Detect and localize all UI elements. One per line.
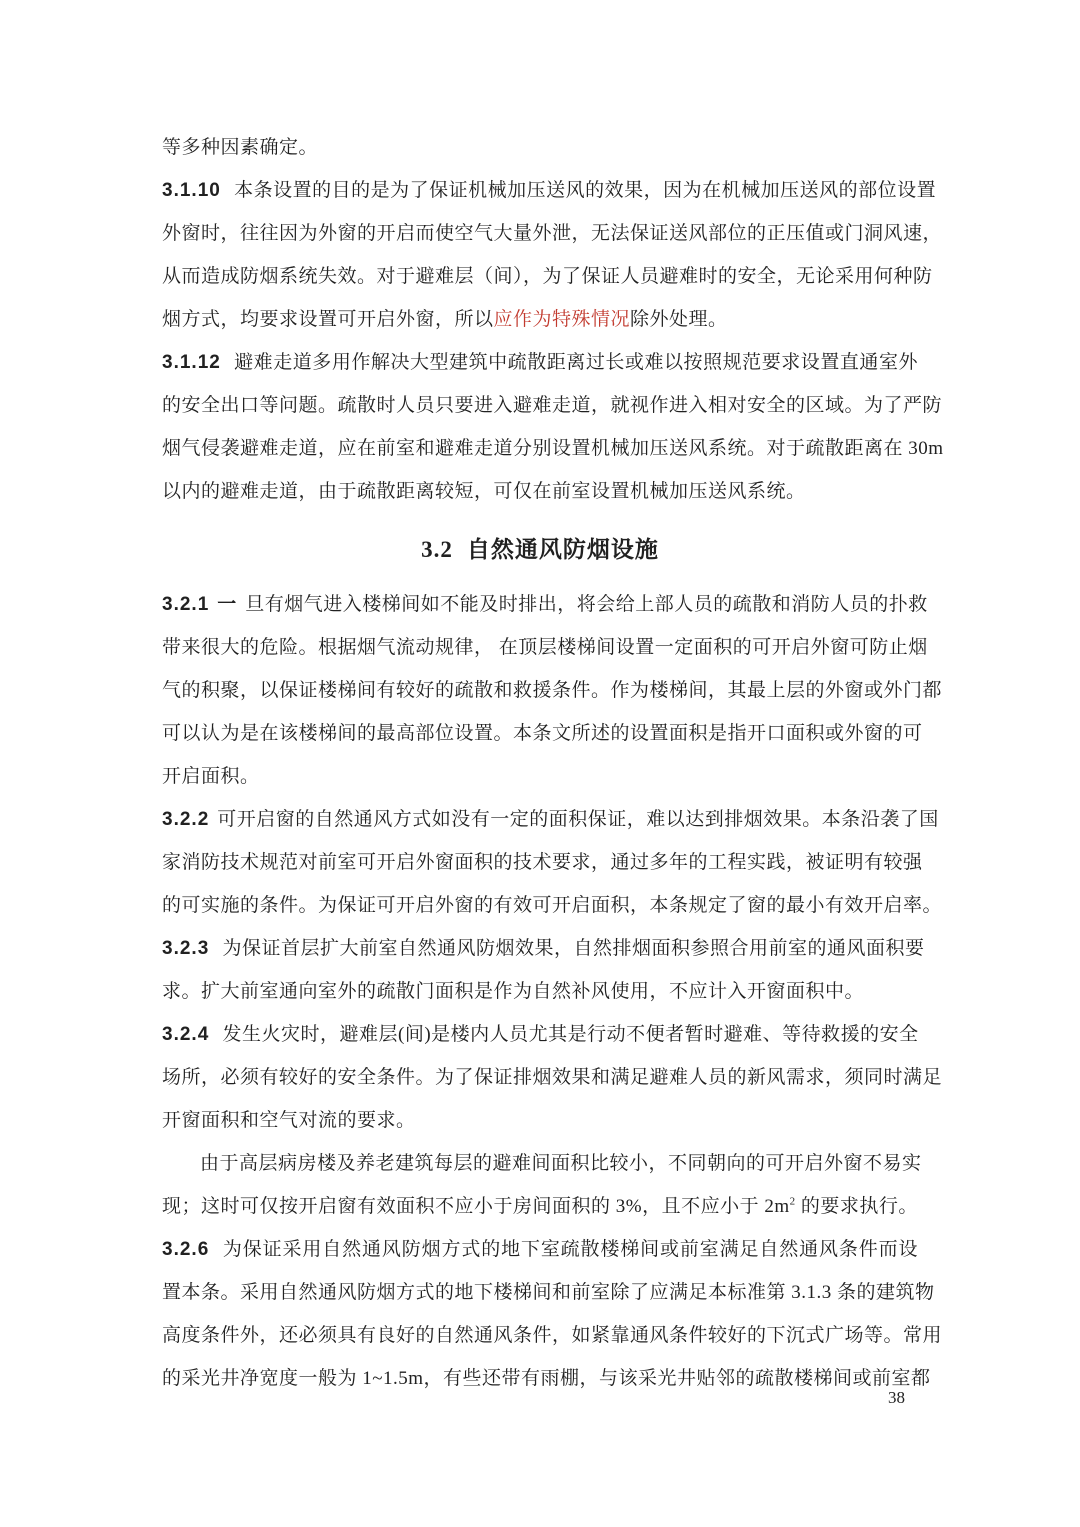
text-line: [162, 298, 918, 341]
text-run: 开窗面积和空气对流的要求。: [162, 1110, 416, 1131]
text-line: [162, 1314, 943, 1357]
clause-number: 3.2.3: [162, 938, 210, 959]
text-run: 气的积聚，以保证楼梯间有较好的疏散和救援条件。作为楼梯间，其最上层的外窗或外门都: [162, 680, 943, 701]
text-line: [162, 427, 944, 470]
text-run: 避难走道多用作解决大型建筑中疏散距离过长或难以按照规范要求设置直通室外: [228, 352, 918, 373]
text-line: [162, 126, 918, 169]
text-run: 高度条件外，还必须具有良好的自然通风条件，如紧靠通风条件较好的下沉式广场等。常用: [162, 1325, 943, 1346]
text-run: 的要求执行。: [795, 1196, 918, 1217]
text-run: 为保证采用自然通风防烟方式的地下室疏散楼梯间或前室满足自然通风条件而设: [217, 1239, 918, 1260]
text-line: [162, 212, 943, 255]
text-line: [162, 755, 918, 798]
text-line: [162, 470, 918, 513]
text-run: 发生火灾时，避难层(间)是楼内人员尤其是行动不便者暂时避难、等待救援的安全: [217, 1024, 919, 1045]
text-run: 烟方式，均要求设置可开启外窗，所以: [162, 309, 494, 330]
clause-number: 3.2.1: [162, 594, 210, 615]
text-run: 以内的避难走道，由于疏散距离较短，可仅在前室设置机械加压送风系统。: [162, 481, 806, 502]
text-run: 的采光井净宽度一般为 1~1.5m，有些还带有雨棚，与该采光井贴邻的疏散楼梯间或前室都: [162, 1368, 931, 1389]
text-line: [162, 669, 943, 712]
text-run: 求。扩大前室通向室外的疏散门面积是作为自然补风使用，不应计入开窗面积中。: [162, 981, 865, 1002]
text-line: [162, 341, 918, 384]
clause-number: 3.1.12: [162, 352, 221, 373]
text-run: 旦有烟气进入楼梯间如不能及时排出，将会给上部人员的疏散和消防人员的扑救: [245, 594, 928, 615]
text-run: 开启面积。: [162, 766, 260, 787]
clause-number: 3.1.10: [162, 180, 221, 201]
document-body: [162, 126, 944, 1400]
text-run: 为保证首层扩大前室自然通风防烟效果，自然排烟面积参照合用前室的通风面积要: [217, 938, 925, 959]
text-run: 烟气侵袭避难走道，应在前室和避难走道分别设置机械加压送风系统。对于疏散距离在 30m: [162, 438, 944, 459]
text-line: [162, 798, 939, 841]
section-heading-title: 自然通风防烟设施: [466, 536, 659, 562]
text-run: 置本条。采用自然通风防烟方式的地下楼梯间和前室除了应满足本标准第 3.1.3 条的建筑物: [162, 1282, 935, 1303]
text-run: 外窗时，往往因为外窗的开启而使空气大量外泄，无法保证送风部位的正压值或门洞风速，: [162, 223, 943, 244]
text-line: [162, 1357, 931, 1400]
text-line: [162, 1099, 918, 1142]
text-line: [162, 927, 925, 970]
text-run: 2: [789, 1195, 796, 1208]
text-run: 的安全出口等问题。疏散时人员只要进入避难走道，就视作进入相对安全的区域。为了严防: [162, 395, 943, 416]
text-run: 从而造成防烟系统失效。对于避难层（间），为了保证人员避难时的安全，无论采用何种防: [162, 266, 933, 287]
text-line: [162, 384, 943, 427]
text-run: 可开启窗的自然通风方式如没有一定的面积保证，难以达到排烟效果。本条沿袭了国: [217, 809, 939, 830]
text-line: [162, 626, 928, 669]
text-run: 场所，必须有较好的安全条件。为了保证排烟效果和满足避难人员的新风需求，须同时满足: [162, 1067, 943, 1088]
text-run: 等多种因素确定。: [162, 137, 319, 158]
clause-number: 3.2.6: [162, 1239, 210, 1260]
text-line: [162, 884, 943, 927]
clause-number: 3.2.4: [162, 1024, 210, 1045]
text-line: [162, 841, 923, 884]
text-run: 除外处理。: [630, 309, 728, 330]
text-run: 可以认为是在该楼梯间的最高部位设置。本条文所述的设置面积是指开口面积或外窗的可: [162, 723, 923, 744]
text-line: [162, 169, 937, 212]
clause-number: 3.2.2: [162, 809, 210, 830]
text-line: [162, 712, 923, 755]
text-run: 由于高层病房楼及养老建筑每层的避难间面积比较小，不同朝向的可开启外窗不易实: [200, 1153, 922, 1174]
text-run: 的可实施的条件。为保证可开启外窗的有效可开启面积，本条规定了窗的最小有效开启率。: [162, 895, 943, 916]
section-heading-number: 3.2: [421, 537, 453, 562]
text-line: [162, 1271, 935, 1314]
text-run: 本条设置的目的是为了保证机械加压送风的效果，因为在机械加压送风的部位设置: [228, 180, 937, 201]
text-line: [162, 1228, 918, 1271]
text-line: [162, 1185, 918, 1228]
highlighted-text: 应作为特殊情况: [493, 309, 631, 330]
clause-number: 一: [217, 594, 238, 615]
text-line: [162, 255, 933, 298]
section-heading: [162, 526, 918, 572]
text-run: 家消防技术规范对前室可开启外窗面积的技术要求，通过多年的工程实践，被证明有较强: [162, 852, 923, 873]
text-line: [162, 583, 928, 626]
page-number: 38: [888, 1388, 905, 1407]
text-line: [162, 970, 918, 1013]
text-run: 现；这时可仅按开启窗有效面积不应小于房间面积的 3%，且不应小于 2m: [162, 1196, 790, 1217]
text-line: [162, 1056, 943, 1099]
text-line: [162, 1142, 922, 1185]
text-line: [162, 1013, 918, 1056]
text-run: 带来很大的危险。根据烟气流动规律， 在顶层楼梯间设置一定面积的可开启外窗可防止烟: [162, 637, 928, 658]
